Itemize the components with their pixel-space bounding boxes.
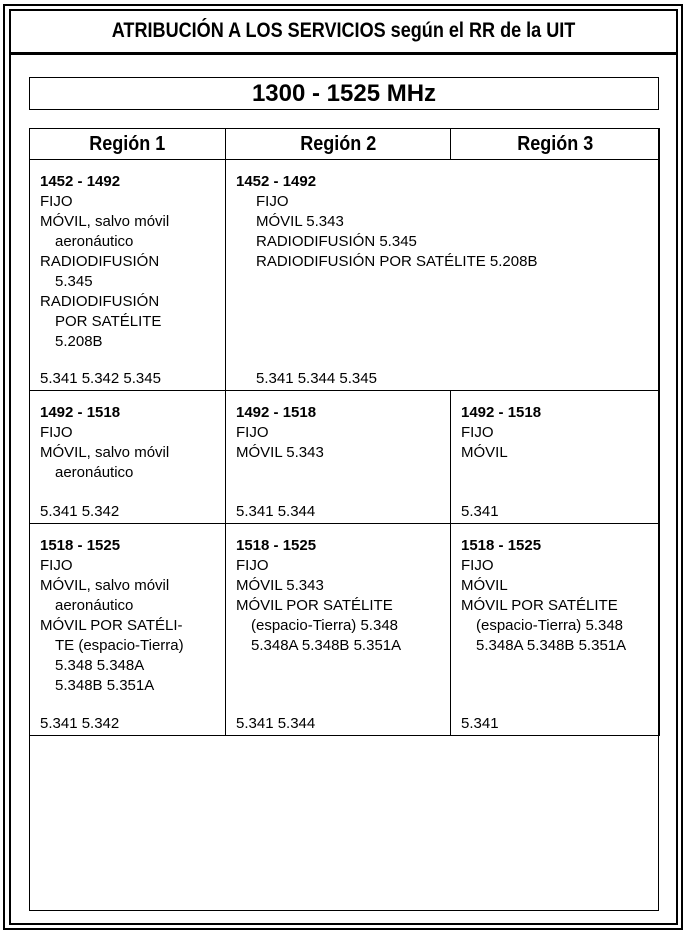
cell-1492-region-2 [226,391,451,524]
cell-1518-region-1 [30,524,226,736]
service-line: MÓVIL, salvo móvil [40,213,170,230]
footnotes: 5.341 5.342 [40,715,120,732]
service-line: RADIODIFUSIÓN [40,293,160,310]
header-region-1 [30,129,226,160]
band-label: 1518 - 1525 [40,537,121,554]
cell-content [451,391,659,523]
cell-1452-region-2-3 [226,160,660,391]
service-line: aeronáutico [55,464,134,481]
service-line: 5.348 5.348A [55,657,145,674]
service-line: MÓVIL [461,577,508,594]
band-label: 1518 - 1525 [236,537,317,554]
service-line: MÓVIL POR SATÉLITE [236,597,393,614]
service-line: (espacio-Tierra) 5.348 [251,617,399,634]
band-label: 1452 - 1492 [236,173,317,190]
cell-1518-region-2 [226,524,451,736]
footnotes: 5.341 5.344 [236,715,316,732]
service-line: RADIODIFUSIÓN 5.345 [256,233,417,250]
band-range-box [29,77,659,110]
band-label: 1492 - 1518 [236,404,317,421]
page-title-text: ATRIBUCIÓN A LOS SERVICIOS según el RR de la UIT [111,18,576,42]
cell-content [30,391,225,523]
cell-content [451,524,659,735]
service-line: TE (espacio-Tierra) [55,637,184,654]
table-row [30,524,660,736]
service-line: FIJO [236,557,269,574]
cell-content [226,524,450,735]
footnotes: 5.341 5.342 5.345 [40,370,161,387]
header-region-1-text: Región 1 [89,132,166,155]
service-line: FIJO [461,424,494,441]
service-line: FIJO [461,557,494,574]
service-line: 5.348A 5.348B 5.351A [251,637,402,654]
service-line: MÓVIL POR SATÉLI- [40,617,183,634]
cell-1492-region-3 [451,391,660,524]
table-row [30,160,660,391]
header-region-2 [226,129,451,160]
header-region-3-text: Región 3 [516,132,593,155]
service-line: MÓVIL 5.343 [256,213,344,230]
band-label: 1452 - 1492 [40,173,121,190]
cell-content [226,160,659,390]
service-line: MÓVIL, salvo móvil [40,577,170,594]
service-line: MÓVIL [461,444,508,461]
service-line: FIJO [236,424,269,441]
footnotes: 5.341 5.342 [40,503,120,520]
footnotes: 5.341 5.344 [236,503,316,520]
table-row [30,391,660,524]
header-region-2-text: Región 2 [299,132,376,155]
service-line: MÓVIL 5.343 [236,444,324,461]
service-line: MÓVIL 5.343 [236,577,324,594]
service-line: aeronáutico [55,597,134,614]
service-line: MÓVIL, salvo móvil [40,444,170,461]
header-region-3 [451,129,660,160]
service-line: RADIODIFUSIÓN [40,253,160,270]
service-line: FIJO [256,193,289,210]
service-line: FIJO [40,557,73,574]
service-line: FIJO [40,424,73,441]
service-line: 5.345 [55,273,93,290]
cell-content [226,391,450,523]
band-label: 1492 - 1518 [461,404,542,421]
cell-1518-region-3 [451,524,660,736]
band-label: 1518 - 1525 [461,537,542,554]
cell-1452-region-1 [30,160,226,391]
service-line: RADIODIFUSIÓN POR SATÉLITE 5.208B [256,253,538,270]
footnotes: 5.341 [461,503,499,520]
service-line: FIJO [40,193,73,210]
cell-content [30,524,225,735]
cell-1492-region-1 [30,391,226,524]
service-line: POR SATÉLITE [55,313,162,330]
footnotes: 5.341 5.344 5.345 [256,370,377,387]
header-row [30,129,660,160]
band-label: 1492 - 1518 [40,404,121,421]
service-line: 5.348B 5.351A [55,677,155,694]
service-line: aeronáutico [55,233,134,250]
service-line: (espacio-Tierra) 5.348 [476,617,624,634]
page-title [9,9,678,55]
cell-content [30,160,225,390]
band-range-text: 1300 - 1525 MHz [251,79,437,107]
service-line: MÓVIL POR SATÉLITE [461,597,618,614]
service-line: 5.208B [55,333,103,350]
allocation-table [29,128,660,736]
service-line: 5.348A 5.348B 5.351A [476,637,627,654]
footnotes: 5.341 [461,715,499,732]
